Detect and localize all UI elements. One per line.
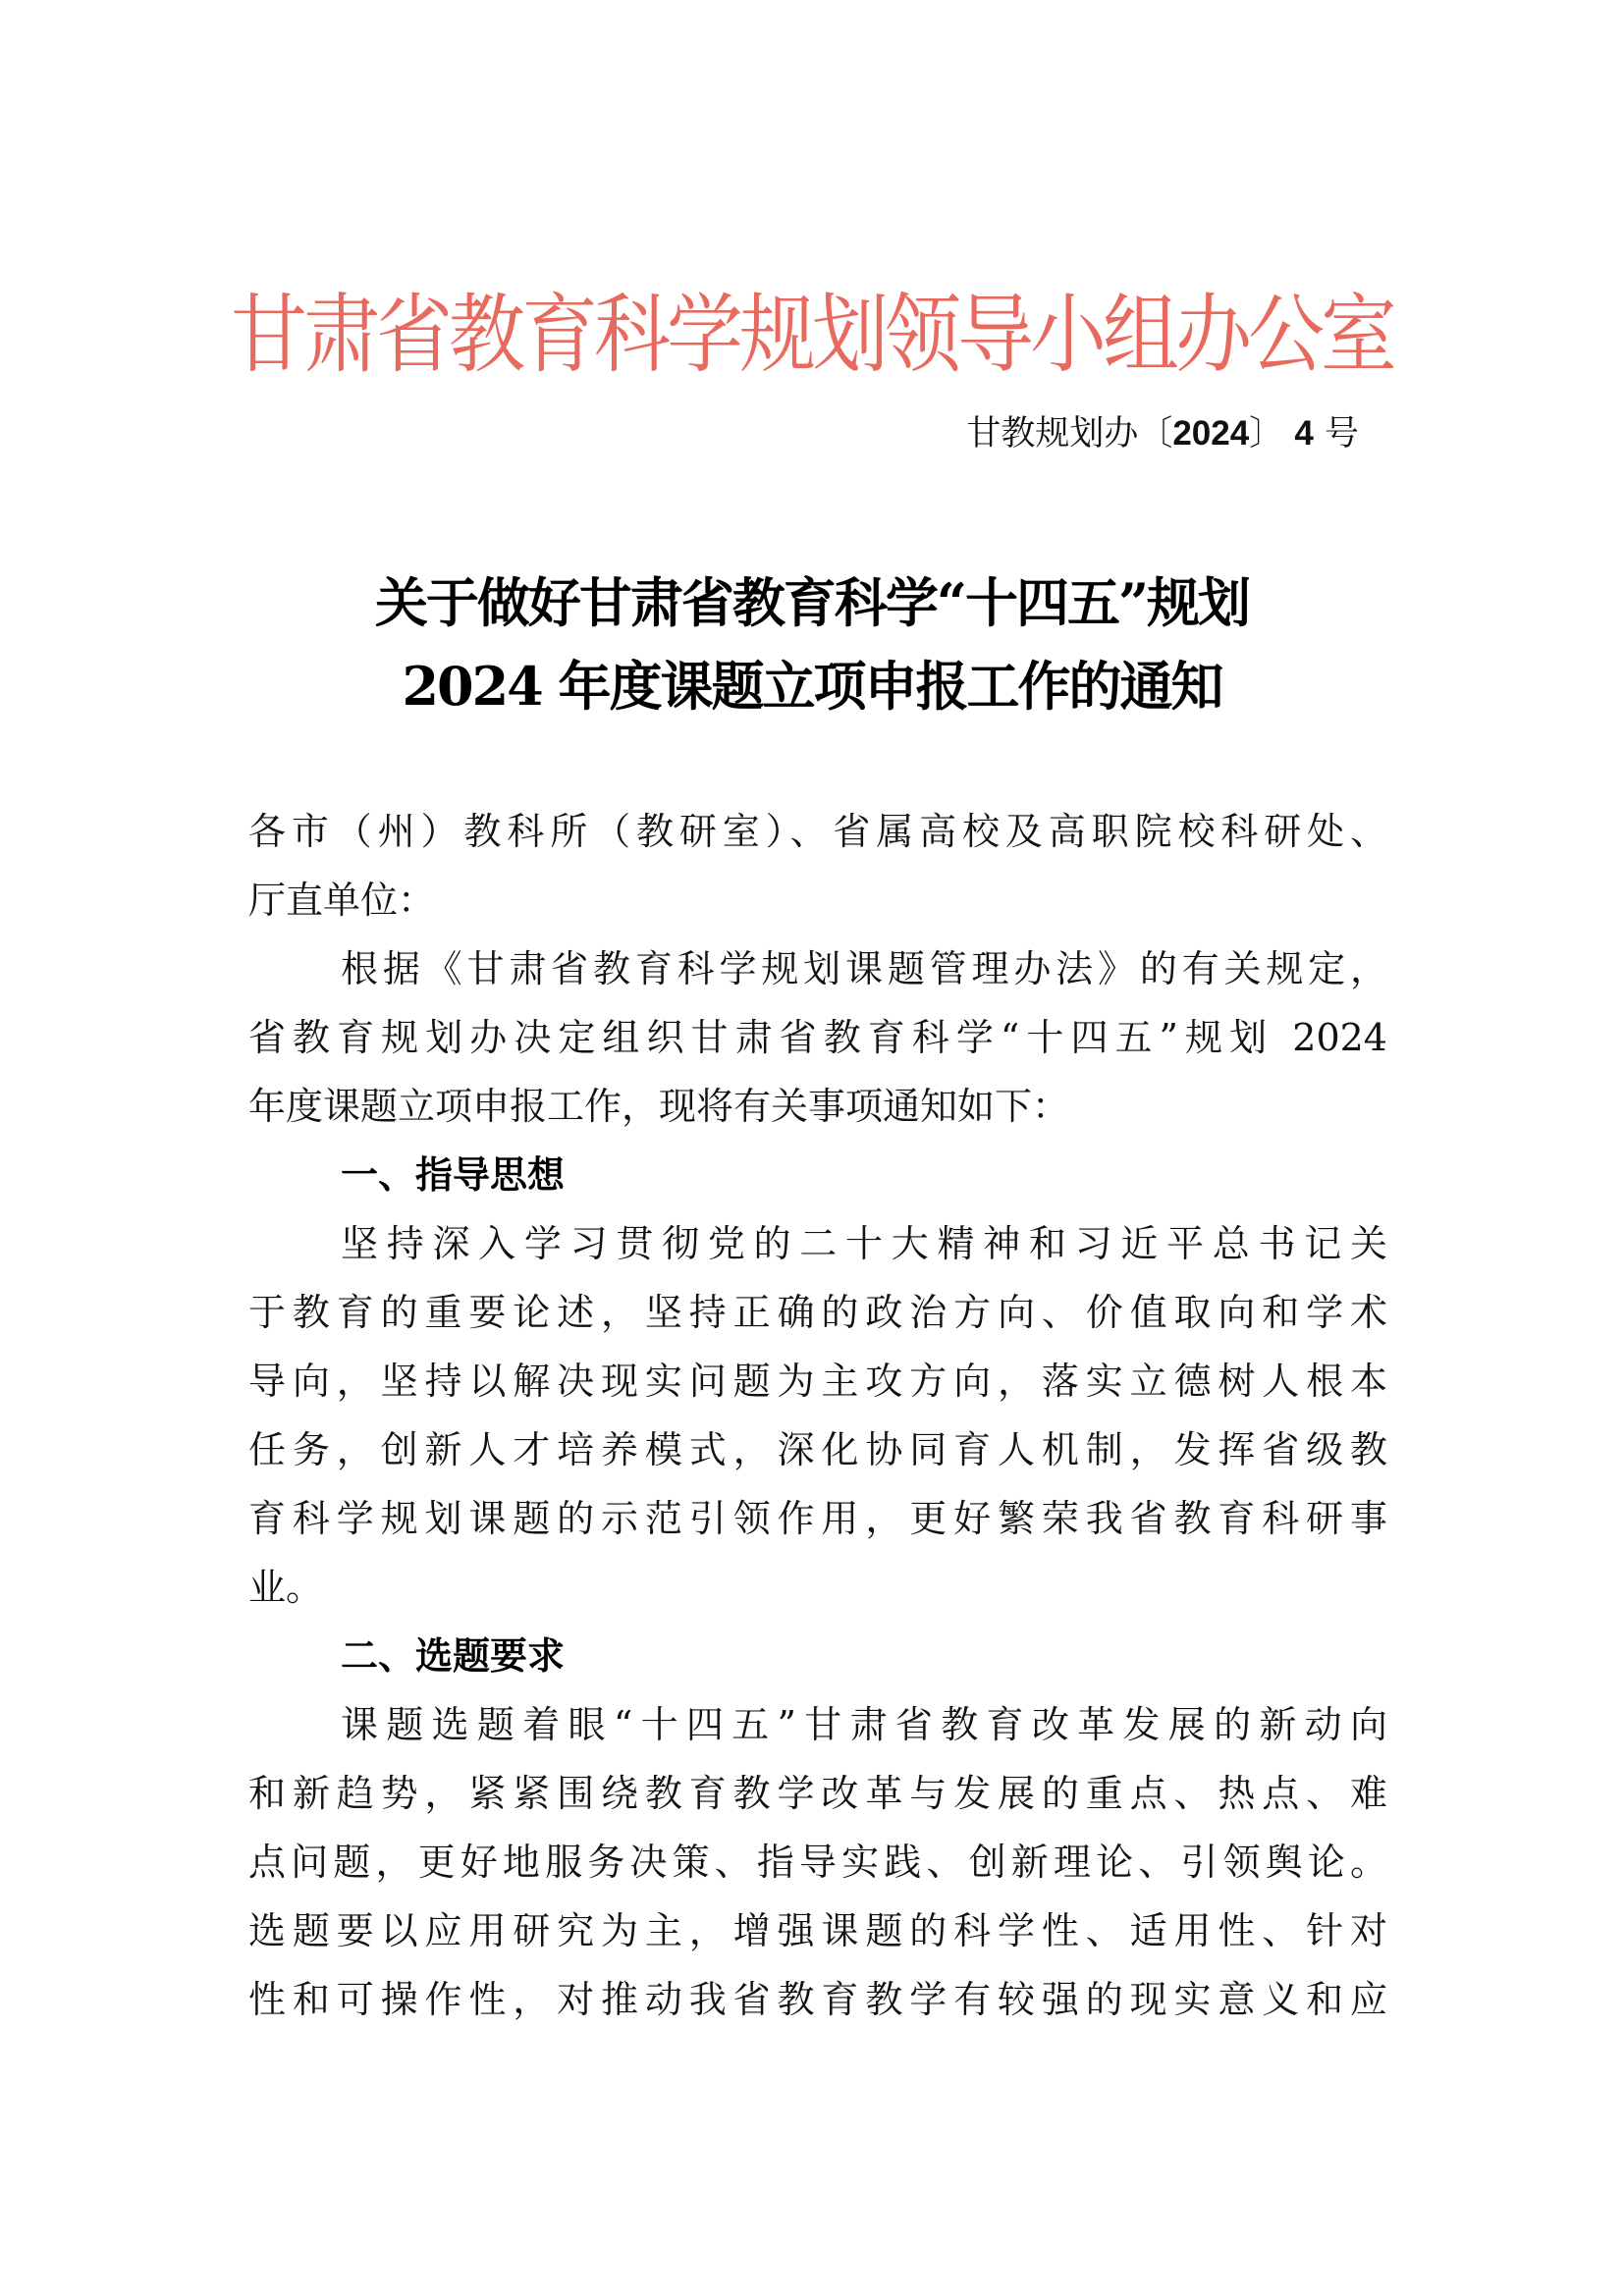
section-1-line: 于教育的重要论述，坚持正确的政治方向、价值取向和学术 <box>248 1291 1387 1334</box>
notice-body <box>248 797 1387 2034</box>
doc-number-unit: 号 <box>1324 414 1359 454</box>
doc-number-year: 2024 <box>1172 414 1250 453</box>
section-2-line: 点问题，更好地服务决策、指导实践、创新理论、引领舆论。 <box>248 1841 1387 1884</box>
notice-title-line-1: 关于做好甘肃省教育科学“十四五”规划 <box>374 571 1250 634</box>
doc-number-prefix: 甘教规划办〔 <box>966 414 1173 454</box>
addressee-line-2: 厅直单位： <box>248 879 436 922</box>
section-1-line: 育科学规划课题的示范引领作用，更好繁荣我省教育科研事 <box>248 1497 1387 1540</box>
intro-line-2: 省教育规划办决定组织甘肃省教育科学“十四五”规划 2024 <box>248 1016 1387 1059</box>
doc-number-value: 4 <box>1294 414 1314 453</box>
section-2-line: 性和可操作性，对推动我省教育教学有较强的现实意义和应 <box>248 1978 1387 2021</box>
section-2-line: 选题要以应用研究为主，增强课题的科学性、适用性、针对 <box>248 1909 1387 1952</box>
section-1-line: 导向，坚持以解决现实问题为主攻方向，落实立德树人根本 <box>248 1360 1387 1403</box>
issuing-office-header: 甘肃省教育科学规划领导小组办公室 <box>230 286 1393 386</box>
section-1-line: 坚持深入学习贯彻党的二十大精神和习近平总书记关 <box>341 1222 1387 1265</box>
section-1-line: 业。 <box>248 1566 324 1609</box>
section-1-line: 任务，创新人才培养模式，深化协同育人机制，发挥省级教 <box>248 1428 1387 1471</box>
intro-line-1: 根据《甘肃省教育科学规划课题管理办法》的有关规定， <box>341 947 1387 990</box>
addressee-line-1: 各市（州）教科所（教研室）、省属高校及高职院校科研处、 <box>248 810 1387 853</box>
section-2-line: 和新趋势，紧紧围绕教育教学改革与发展的重点、热点、难 <box>248 1772 1387 1815</box>
section-heading-topic-requirements: 二、选题要求 <box>341 1634 566 1678</box>
section-heading-guiding-ideology: 一、指导思想 <box>341 1153 566 1197</box>
notice-title-line-2: 2024 年度课题立项申报工作的通知 <box>402 655 1222 718</box>
section-2-line: 课题选题着眼“十四五”甘肃省教育改革发展的新动向 <box>341 1703 1387 1746</box>
intro-line-3: 年度课题立项申报工作，现将有关事项通知如下： <box>248 1085 1070 1128</box>
document-number <box>966 412 1359 455</box>
doc-number-suffix: 〕 <box>1249 414 1284 454</box>
